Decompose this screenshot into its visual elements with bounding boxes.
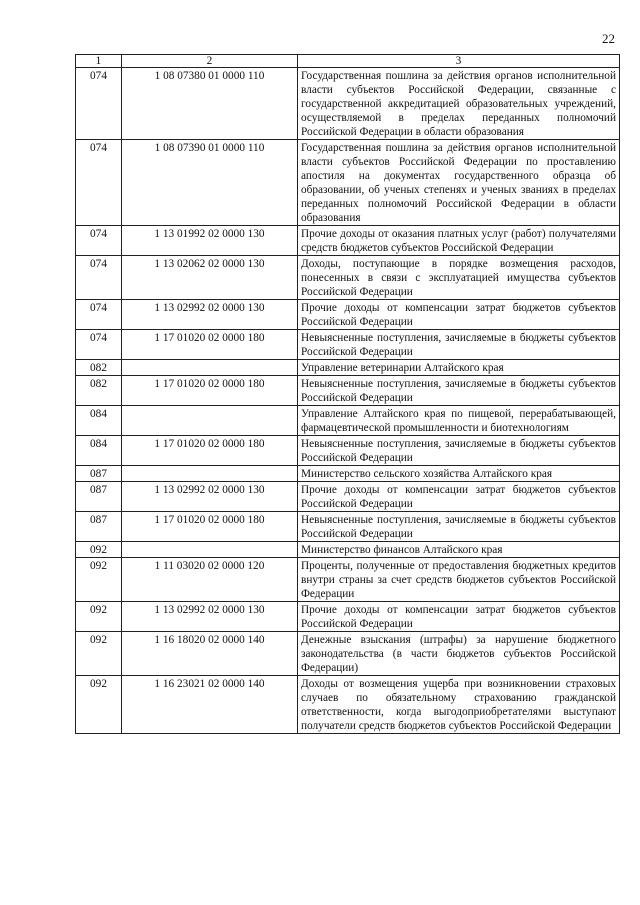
budget-code-cell: 1 17 01020 02 0000 180 (122, 376, 298, 406)
revenue-name-cell: Невыясненные поступления, зачисляемые в бюджеты субъектов Российской Федерации (298, 376, 620, 406)
revenue-name-cell: Прочие доходы от компенсации затрат бюджетов субъектов Российской Федерации (298, 482, 620, 512)
table-row (76, 466, 620, 482)
revenue-name-cell: Министерство финансов Алтайского края (298, 542, 620, 558)
budget-code-cell (122, 466, 298, 482)
budget-code-cell: 1 13 02992 02 0000 130 (122, 482, 298, 512)
admin-code-cell: 082 (76, 360, 122, 376)
admin-code-cell: 074 (76, 256, 122, 300)
table-row (76, 68, 620, 140)
revenue-name-cell: Невыясненные поступления, зачисляемые в бюджеты субъектов Российской Федерации (298, 436, 620, 466)
budget-code-cell (122, 406, 298, 436)
table-row (76, 300, 620, 330)
revenue-name-cell: Управление Алтайского края по пищевой, перерабатывающей, фармацевтической промышленности и биотехнологиям (298, 406, 620, 436)
revenue-name-cell: Денежные взыскания (штрафы) за нарушение бюджетного законодательства (в части бюджетов субъектов Российской Федерации) (298, 632, 620, 676)
table-row (76, 558, 620, 602)
admin-code-cell: 092 (76, 602, 122, 632)
page-number: 22 (602, 31, 615, 46)
budget-code-cell: 1 13 02062 02 0000 130 (122, 256, 298, 300)
budget-code-cell: 1 17 01020 02 0000 180 (122, 436, 298, 466)
column-header-kbk: 2 (122, 55, 298, 68)
table-row (76, 542, 620, 558)
table-row (76, 602, 620, 632)
revenue-name-cell: Управление ветеринарии Алтайского края (298, 360, 620, 376)
admin-code-cell: 084 (76, 436, 122, 466)
admin-code-cell: 092 (76, 632, 122, 676)
revenue-name-cell: Государственная пошлина за действия органов исполнительной власти субъектов Российской Федерации, связанные с государственной аккредитацией образовательных учреждений, осуществляемой в пределах переданных полномочий Российской Федерации в области образования (298, 68, 620, 140)
table-row (76, 330, 620, 360)
admin-code-cell: 074 (76, 330, 122, 360)
table-row (76, 256, 620, 300)
column-header-admin: 1 (76, 55, 122, 68)
revenue-name-cell: Прочие доходы от компенсации затрат бюджетов субъектов Российской Федерации (298, 300, 620, 330)
admin-code-cell: 092 (76, 558, 122, 602)
table-row (76, 140, 620, 226)
admin-code-cell: 092 (76, 676, 122, 734)
revenue-name-cell: Доходы, поступающие в порядке возмещения расходов, понесенных в связи с эксплуатацией имущества субъектов Российской Федерации (298, 256, 620, 300)
table-row (76, 226, 620, 256)
admin-code-cell: 092 (76, 542, 122, 558)
revenue-name-cell: Невыясненные поступления, зачисляемые в бюджеты субъектов Российской Федерации (298, 330, 620, 360)
revenue-name-cell: Доходы от возмещения ущерба при возникновении страховых случаев по обязательному страхованию гражданской ответственности, когда выгодоприобретателями выступают получатели средств бюджетов субъектов Российской Федерации (298, 676, 620, 734)
column-header-name: 3 (298, 55, 620, 68)
admin-code-cell: 074 (76, 68, 122, 140)
budget-code-cell: 1 13 02992 02 0000 130 (122, 300, 298, 330)
table-row (76, 406, 620, 436)
budget-code-cell: 1 13 01992 02 0000 130 (122, 226, 298, 256)
admin-code-cell: 084 (76, 406, 122, 436)
budget-code-cell (122, 542, 298, 558)
revenue-name-cell: Проценты, полученные от предоставления бюджетных кредитов внутри страны за счет средств бюджетов субъектов Российской Федерации (298, 558, 620, 602)
table-row (76, 436, 620, 466)
revenue-name-cell: Прочие доходы от компенсации затрат бюджетов субъектов Российской Федерации (298, 602, 620, 632)
table-row (76, 632, 620, 676)
budget-code-cell: 1 17 01020 02 0000 180 (122, 330, 298, 360)
table-header-row (76, 55, 620, 68)
budget-code-cell: 1 13 02992 02 0000 130 (122, 602, 298, 632)
budget-code-cell: 1 17 01020 02 0000 180 (122, 512, 298, 542)
table-row (76, 360, 620, 376)
revenue-name-cell: Прочие доходы от оказания платных услуг (работ) получателями средств бюджетов субъектов Российской Федерации (298, 226, 620, 256)
budget-code-cell: 1 11 03020 02 0000 120 (122, 558, 298, 602)
revenue-name-cell: Государственная пошлина за действия органов исполнительной власти субъектов Российской Федерации по проставлению апостиля на документах государственного образца об образовании, об ученых степенях и ученых званиях в пределах переданных полномочий Российской Федерации в области образования (298, 140, 620, 226)
admin-code-cell: 074 (76, 300, 122, 330)
table-row (76, 676, 620, 734)
table-row (76, 482, 620, 512)
table-body (76, 68, 620, 734)
admin-code-cell: 087 (76, 512, 122, 542)
admin-code-cell: 074 (76, 140, 122, 226)
revenue-name-cell: Министерство сельского хозяйства Алтайского края (298, 466, 620, 482)
admin-code-cell: 082 (76, 376, 122, 406)
revenue-codes-table (75, 54, 620, 734)
budget-code-cell (122, 360, 298, 376)
revenue-name-cell: Невыясненные поступления, зачисляемые в бюджеты субъектов Российской Федерации (298, 512, 620, 542)
budget-code-cell: 1 16 18020 02 0000 140 (122, 632, 298, 676)
admin-code-cell: 087 (76, 466, 122, 482)
table-row (76, 376, 620, 406)
admin-code-cell: 074 (76, 226, 122, 256)
budget-code-cell: 1 16 23021 02 0000 140 (122, 676, 298, 734)
table-row (76, 512, 620, 542)
budget-code-cell: 1 08 07390 01 0000 110 (122, 140, 298, 226)
budget-code-cell: 1 08 07380 01 0000 110 (122, 68, 298, 140)
admin-code-cell: 087 (76, 482, 122, 512)
